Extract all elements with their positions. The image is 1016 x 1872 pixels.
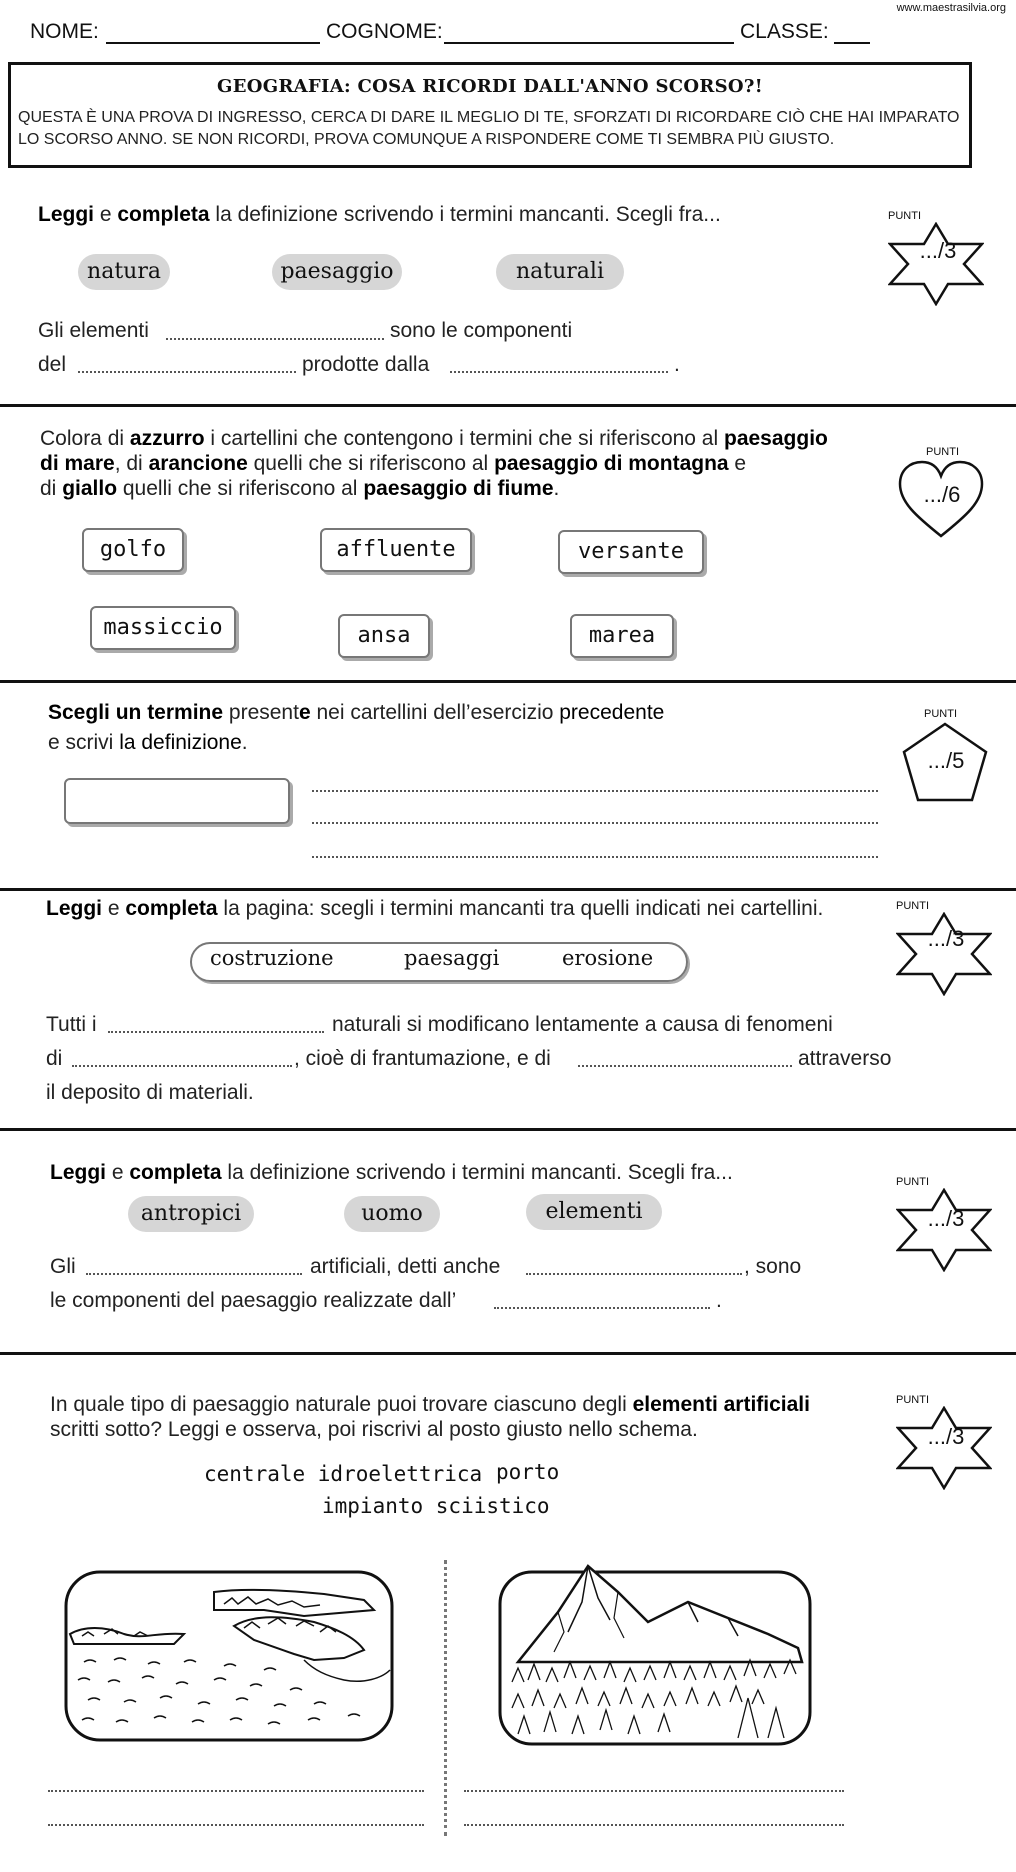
punti-label: PUNTI bbox=[896, 1176, 929, 1188]
star-icon bbox=[896, 912, 992, 996]
punti-label: PUNTI bbox=[924, 708, 957, 720]
term-box[interactable] bbox=[64, 778, 290, 824]
score-value: .../5 bbox=[927, 748, 965, 773]
blank[interactable] bbox=[78, 371, 296, 373]
score-heart bbox=[896, 446, 996, 546]
divider bbox=[0, 1128, 1016, 1131]
answer-line[interactable] bbox=[464, 1790, 844, 1792]
vertical-divider bbox=[444, 1560, 447, 1836]
ex4-line2-start: di bbox=[46, 1047, 63, 1070]
score-pentagon bbox=[900, 708, 1000, 808]
word-natura: natura bbox=[78, 254, 170, 290]
word-uomo: uomo bbox=[344, 1196, 440, 1232]
punti-label: PUNTI bbox=[896, 1394, 929, 1406]
ex5-line1-end: , sono bbox=[744, 1255, 802, 1278]
word-antropici: antropici bbox=[128, 1196, 254, 1232]
star-icon bbox=[888, 222, 984, 306]
site-url: www.maestrasilvia.org bbox=[896, 2, 1006, 14]
divider bbox=[0, 404, 1016, 407]
card-ansa[interactable]: ansa bbox=[338, 614, 430, 658]
divider bbox=[0, 1352, 1016, 1355]
ex1-line1-end: sono le componenti bbox=[390, 319, 573, 342]
blank[interactable] bbox=[526, 1273, 742, 1275]
ex5-instruction: Leggi e completa la definizione scrivendo i termini mancanti. Scegli fra... bbox=[50, 1161, 733, 1184]
ex1-instruction: Leggi e completa la definizione scrivendo i termini mancanti. Scegli fra... bbox=[38, 203, 721, 226]
score-star-2 bbox=[896, 900, 996, 1000]
title-box bbox=[8, 62, 972, 168]
surname-label: COGNOME: bbox=[326, 20, 443, 43]
ex1-line2-mid: prodotte dalla bbox=[302, 353, 430, 376]
blank[interactable] bbox=[450, 371, 668, 373]
name-label: NOME: bbox=[30, 20, 99, 43]
item-porto: porto bbox=[496, 1460, 560, 1484]
ex4-line1-end: naturali si modificano lentamente a causa di fenomeni bbox=[332, 1013, 833, 1036]
score-value: .../3 bbox=[919, 238, 957, 263]
word-paesaggio: paesaggio bbox=[272, 254, 402, 290]
ex1-line2-end: . bbox=[674, 353, 680, 376]
card-massiccio[interactable]: massiccio bbox=[90, 606, 236, 650]
score-value: .../3 bbox=[927, 1206, 965, 1231]
sea-landscape-image bbox=[64, 1570, 394, 1742]
word-elementi: elementi bbox=[526, 1194, 662, 1230]
word-erosione: erosione bbox=[562, 946, 654, 970]
card-affluente[interactable]: affluente bbox=[320, 528, 472, 572]
score-value: .../3 bbox=[927, 1424, 965, 1449]
divider bbox=[0, 680, 1016, 683]
ex3-instruction: Scegli un termine presente nei cartellini dell’esercizio precedente e scrivi la definizione. bbox=[48, 701, 665, 754]
word-naturali: naturali bbox=[496, 254, 624, 290]
word-paesaggi: paesaggi bbox=[404, 946, 500, 970]
name-field[interactable] bbox=[106, 42, 320, 44]
surname-field[interactable] bbox=[444, 42, 734, 44]
score-value: .../6 bbox=[923, 482, 961, 507]
ex4-line2-end: attraverso bbox=[798, 1047, 892, 1070]
ex5-line1-mid: artificiali, detti anche bbox=[310, 1255, 501, 1278]
intro-line-1: QUESTA È UNA PROVA DI INGRESSO, CERCA DI DARE IL MEGLIO DI TE, SFORZATI DI RICORDARE CIÒ CHE HAI IMPARATO bbox=[18, 109, 960, 126]
blank[interactable] bbox=[86, 1273, 302, 1275]
answer-line[interactable] bbox=[48, 1824, 424, 1826]
ex1-line1-start: Gli elementi bbox=[38, 319, 149, 342]
ex4-line2-mid: , cioè di frantumazione, e di bbox=[294, 1047, 551, 1070]
card-versante[interactable]: versante bbox=[558, 530, 704, 574]
blank[interactable] bbox=[108, 1031, 324, 1033]
blank[interactable] bbox=[578, 1065, 792, 1067]
blank[interactable] bbox=[166, 338, 384, 340]
divider bbox=[0, 888, 1016, 891]
ex5-line1-start: Gli bbox=[50, 1255, 76, 1278]
ex5-line2-end: . bbox=[716, 1289, 722, 1312]
ex4-line3: il deposito di materiali. bbox=[46, 1081, 254, 1104]
score-star-3 bbox=[896, 1176, 996, 1276]
blank[interactable] bbox=[72, 1065, 292, 1067]
score-star-4 bbox=[896, 1394, 996, 1494]
score-value: .../3 bbox=[927, 926, 965, 951]
page-title: GEOGRAFIA: COSA RICORDI DALL'ANNO SCORSO?! bbox=[217, 76, 763, 97]
answer-line[interactable] bbox=[464, 1824, 844, 1826]
item-impianto: impianto sciistico bbox=[322, 1494, 550, 1518]
definition-line[interactable] bbox=[312, 822, 878, 824]
ex5-line2-start: le componenti del paesaggio realizzate dall’ bbox=[50, 1289, 457, 1312]
word-costruzione: costruzione bbox=[210, 946, 334, 970]
card-golfo[interactable]: golfo bbox=[82, 528, 184, 572]
mountain-landscape-image bbox=[498, 1562, 812, 1746]
blank[interactable] bbox=[494, 1307, 710, 1309]
card-marea[interactable]: marea bbox=[570, 614, 674, 658]
punti-label: PUNTI bbox=[896, 900, 929, 912]
ex2-instruction: Colora di azzurro i cartellini che contengono i termini che si riferiscono al paesaggio di mare, di arancione quelli che si riferiscono al paesaggio di montagna e di giallo quelli che si riferiscono al paesaggio di fiume. bbox=[40, 427, 828, 500]
ex6-instruction: In quale tipo di paesaggio naturale puoi trovare ciascuno degli elementi artificiali scritti sotto? Leggi e osserva, poi riscrivi al posto giusto nello schema. bbox=[50, 1393, 810, 1441]
class-label: CLASSE: bbox=[740, 20, 829, 43]
definition-line[interactable] bbox=[312, 790, 878, 792]
intro-line-2: LO SCORSO ANNO. SE NON RICORDI, PROVA COMUNQUE A RISPONDERE COME TI SEMBRA PIÙ GIUSTO. bbox=[18, 131, 835, 148]
definition-line[interactable] bbox=[312, 856, 878, 858]
class-field[interactable] bbox=[834, 42, 870, 44]
ex4-instruction: Leggi e completa la pagina: scegli i termini mancanti tra quelli indicati nei cartellini. bbox=[46, 897, 824, 920]
answer-line[interactable] bbox=[48, 1790, 424, 1792]
ex1-line2-start: del bbox=[38, 353, 67, 376]
ex4-line1-start: Tutti i bbox=[46, 1013, 97, 1036]
punti-label: PUNTI bbox=[926, 446, 959, 458]
item-centrale: centrale idroelettrica bbox=[204, 1462, 483, 1486]
score-star-1 bbox=[888, 210, 988, 310]
punti-label: PUNTI bbox=[888, 210, 921, 222]
